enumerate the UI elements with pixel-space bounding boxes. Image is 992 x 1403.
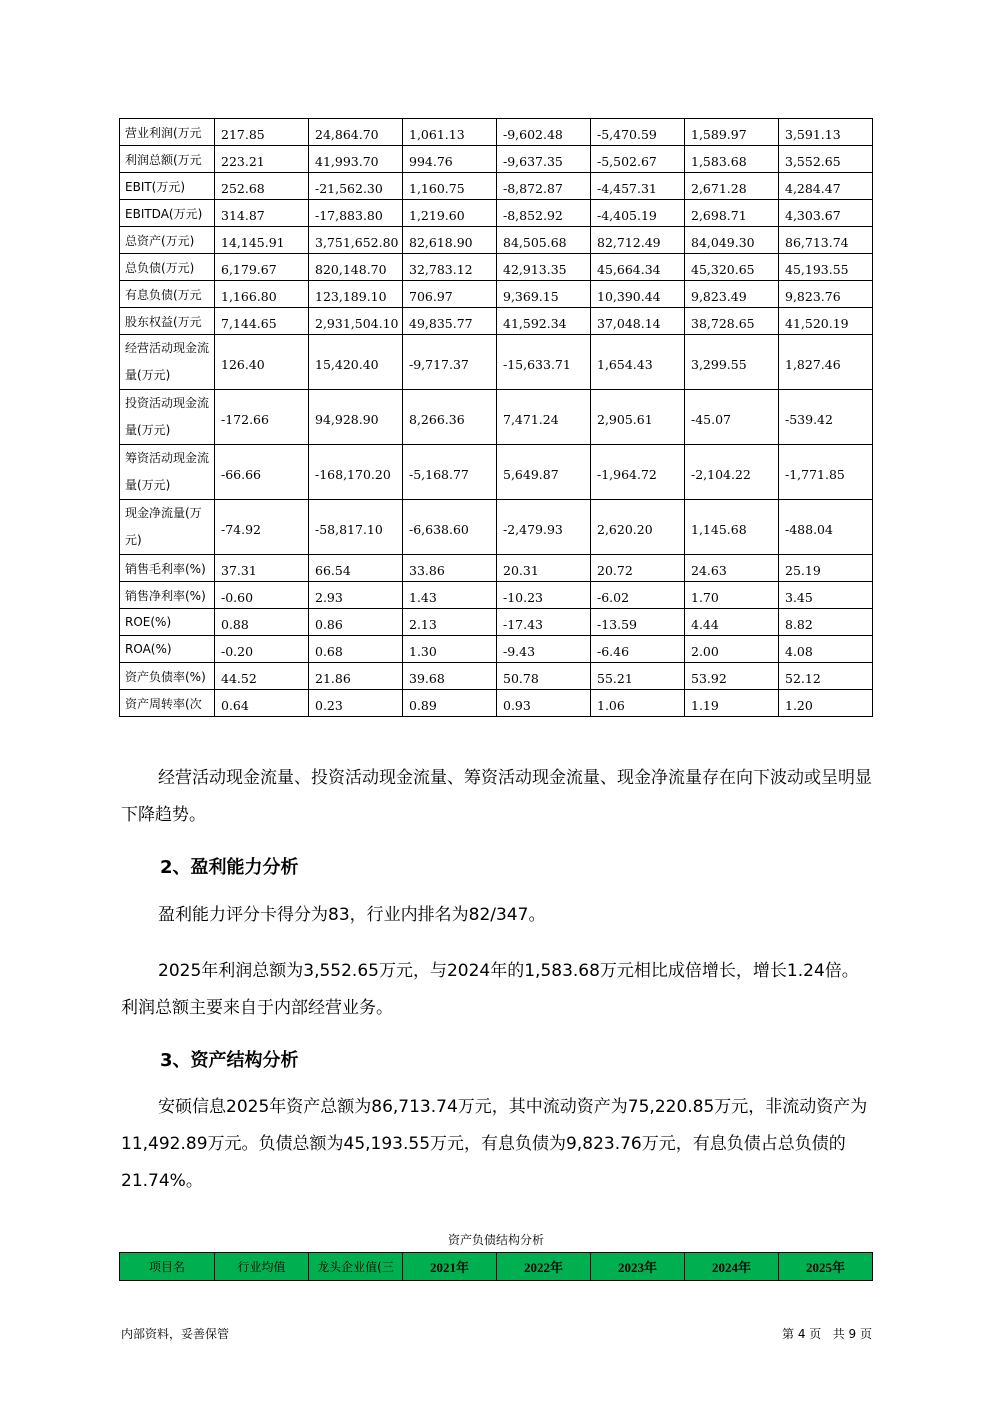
table-cell: 20.31 <box>497 555 591 582</box>
profitability-score-paragraph: 盈利能力评分卡得分为83，行业内排名为82/347。 <box>158 905 546 925</box>
table-cell: 32,783.12 <box>403 254 497 281</box>
table-cell: -6.46 <box>591 636 685 663</box>
row-label: 利润总额(万元 <box>120 146 215 173</box>
header-cell: 2023年 <box>591 1253 685 1281</box>
header-cell: 2024年 <box>685 1253 779 1281</box>
table-cell: -66.66 <box>215 445 309 500</box>
table-row <box>120 308 873 335</box>
table-cell: -172.66 <box>215 390 309 445</box>
table-cell: 2.13 <box>403 609 497 636</box>
table-cell: 33.86 <box>403 555 497 582</box>
structure-table-caption: 资产负债结构分析 <box>447 1233 544 1247</box>
table-row <box>120 582 873 609</box>
table-cell: -6,638.60 <box>403 500 497 555</box>
table-cell: 45,664.34 <box>591 254 685 281</box>
table-cell: 1,160.75 <box>403 173 497 200</box>
table-cell: 1,589.97 <box>685 119 779 146</box>
table-cell: 0.64 <box>215 690 309 717</box>
table-cell: -1,771.85 <box>779 445 873 500</box>
structure-table-header-row <box>120 1253 873 1281</box>
table-cell: 314.87 <box>215 200 309 227</box>
table-cell: 2,698.71 <box>685 200 779 227</box>
table-cell: 39.68 <box>403 663 497 690</box>
table-cell: 24.63 <box>685 555 779 582</box>
table-cell: 6,179.67 <box>215 254 309 281</box>
table-cell: -17,883.80 <box>309 200 403 227</box>
table-row <box>120 609 873 636</box>
header-cell: 行业均值 <box>215 1253 309 1281</box>
table-cell: 1,583.68 <box>685 146 779 173</box>
table-cell: 38,728.65 <box>685 308 779 335</box>
table-cell: -5,502.67 <box>591 146 685 173</box>
row-label: 总资产(万元) <box>120 227 215 254</box>
table-cell: -0.60 <box>215 582 309 609</box>
table-cell: -2,104.22 <box>685 445 779 500</box>
table-row <box>120 227 873 254</box>
page-number: 第 4 页 共 9 页 <box>782 1327 872 1341</box>
row-label: 销售毛利率(%) <box>120 555 215 582</box>
table-cell: -1,964.72 <box>591 445 685 500</box>
row-label: 现金净流量(万元) <box>120 500 215 555</box>
table-cell: -58,817.10 <box>309 500 403 555</box>
table-row <box>120 254 873 281</box>
table-row <box>120 500 873 555</box>
financial-indicators-table <box>119 118 873 717</box>
row-label: 总负债(万元) <box>120 254 215 281</box>
table-cell: -17.43 <box>497 609 591 636</box>
asset-structure-paragraph: 安硕信息2025年资产总额为86,713.74万元，其中流动资产为75,220.85万元，非流动资产为11,492.89万元。负债总额为45,193.55万元，有息负债为9,823.76万元，有息负债占总负债的21.74%。 <box>121 1097 868 1191</box>
table-cell: -21,562.30 <box>309 173 403 200</box>
table-cell: -2,479.93 <box>497 500 591 555</box>
table-cell: 1,061.13 <box>403 119 497 146</box>
table-cell: 1.06 <box>591 690 685 717</box>
table-cell: 94,928.90 <box>309 390 403 445</box>
row-label: 投资活动现金流量(万元) <box>120 390 215 445</box>
row-label: 有息负债(万元 <box>120 281 215 308</box>
table-cell: 42,913.35 <box>497 254 591 281</box>
table-cell: 1.43 <box>403 582 497 609</box>
table-cell: 2,905.61 <box>591 390 685 445</box>
table-cell: 9,823.76 <box>779 281 873 308</box>
row-label: 筹资活动现金流量(万元) <box>120 445 215 500</box>
table-cell: 0.89 <box>403 690 497 717</box>
table-cell: 1.19 <box>685 690 779 717</box>
table-row <box>120 445 873 500</box>
row-label: 销售净利率(%) <box>120 582 215 609</box>
table-row <box>120 335 873 390</box>
table-cell: 2,671.28 <box>685 173 779 200</box>
table-cell: 0.23 <box>309 690 403 717</box>
table-cell: 82,712.49 <box>591 227 685 254</box>
row-label: EBITDA(万元) <box>120 200 215 227</box>
table-cell: 820,148.70 <box>309 254 403 281</box>
table-cell: -4,457.31 <box>591 173 685 200</box>
table-cell: 84,505.68 <box>497 227 591 254</box>
row-label: 经营活动现金流量(万元) <box>120 335 215 390</box>
table-cell: 41,993.70 <box>309 146 403 173</box>
table-cell: 52.12 <box>779 663 873 690</box>
table-row <box>120 663 873 690</box>
table-cell: 126.40 <box>215 335 309 390</box>
table-cell: 15,420.40 <box>309 335 403 390</box>
table-row <box>120 173 873 200</box>
table-cell: -488.04 <box>779 500 873 555</box>
row-label: 股东权益(万元 <box>120 308 215 335</box>
table-cell: -9,717.37 <box>403 335 497 390</box>
row-label: 营业利润(万元 <box>120 119 215 146</box>
table-cell: 1,219.60 <box>403 200 497 227</box>
table-cell: -13.59 <box>591 609 685 636</box>
table-cell: 9,369.15 <box>497 281 591 308</box>
table-cell: 252.68 <box>215 173 309 200</box>
table-cell: 44.52 <box>215 663 309 690</box>
table-cell: -0.20 <box>215 636 309 663</box>
table-cell: 2,620.20 <box>591 500 685 555</box>
table-cell: 1,827.46 <box>779 335 873 390</box>
row-label: ROA(%) <box>120 636 215 663</box>
table-cell: 0.86 <box>309 609 403 636</box>
table-cell: 84,049.30 <box>685 227 779 254</box>
table-row <box>120 555 873 582</box>
table-cell: -5,470.59 <box>591 119 685 146</box>
table-cell: 37,048.14 <box>591 308 685 335</box>
table-cell: 4.08 <box>779 636 873 663</box>
table-cell: 0.93 <box>497 690 591 717</box>
header-cell: 龙头企业值(三 <box>309 1253 403 1281</box>
header-cell: 项目名 <box>120 1253 215 1281</box>
table-cell: -15,633.71 <box>497 335 591 390</box>
section-2-heading: 2、盈利能力分析 <box>160 857 299 878</box>
table-cell: -8,872.87 <box>497 173 591 200</box>
table-cell: 2.93 <box>309 582 403 609</box>
table-cell: -168,170.20 <box>309 445 403 500</box>
table-cell: 8.82 <box>779 609 873 636</box>
table-cell: 0.68 <box>309 636 403 663</box>
table-cell: 9,823.49 <box>685 281 779 308</box>
table-cell: -9,637.35 <box>497 146 591 173</box>
table-row <box>120 281 873 308</box>
table-cell: 8,266.36 <box>403 390 497 445</box>
table-cell: 50.78 <box>497 663 591 690</box>
table-cell: 25.19 <box>779 555 873 582</box>
table-cell: 24,864.70 <box>309 119 403 146</box>
table-cell: 7,144.65 <box>215 308 309 335</box>
row-label: EBIT(万元) <box>120 173 215 200</box>
table-row <box>120 146 873 173</box>
table-cell: -539.42 <box>779 390 873 445</box>
table-cell: -6.02 <box>591 582 685 609</box>
table-cell: 14,145.91 <box>215 227 309 254</box>
cashflow-paragraph: 经营活动现金流量、投资活动现金流量、筹资活动现金流量、现金净流量存在向下波动或呈明显下降趋势。 <box>121 768 872 825</box>
table-cell: 37.31 <box>215 555 309 582</box>
table-cell: 3,552.65 <box>779 146 873 173</box>
footer-left: 内部资料，妥善保管 <box>121 1327 230 1341</box>
table-cell: -45.07 <box>685 390 779 445</box>
table-cell: 223.21 <box>215 146 309 173</box>
table-cell: 55.21 <box>591 663 685 690</box>
table-cell: 49,835.77 <box>403 308 497 335</box>
table-cell: 20.72 <box>591 555 685 582</box>
table-row <box>120 390 873 445</box>
table-row <box>120 690 873 717</box>
table-cell: 45,320.65 <box>685 254 779 281</box>
table-cell: 2.00 <box>685 636 779 663</box>
table-cell: 4.44 <box>685 609 779 636</box>
table-cell: 217.85 <box>215 119 309 146</box>
row-label: ROE(%) <box>120 609 215 636</box>
table-row <box>120 200 873 227</box>
table-cell: 3,591.13 <box>779 119 873 146</box>
table-cell: 1,166.80 <box>215 281 309 308</box>
table-cell: 3,751,652.80 <box>309 227 403 254</box>
table-cell: 994.76 <box>403 146 497 173</box>
table-cell: 66.54 <box>309 555 403 582</box>
asset-liability-structure-table <box>119 1252 873 1281</box>
table-cell: 7,471.24 <box>497 390 591 445</box>
table-cell: 41,520.19 <box>779 308 873 335</box>
table-cell: 5,649.87 <box>497 445 591 500</box>
table-cell: 1,654.43 <box>591 335 685 390</box>
table-cell: 1.20 <box>779 690 873 717</box>
section-3-heading: 3、资产结构分析 <box>160 1050 299 1071</box>
table-cell: 4,284.47 <box>779 173 873 200</box>
table-cell: 706.97 <box>403 281 497 308</box>
table-cell: 1.70 <box>685 582 779 609</box>
table-cell: -5,168.77 <box>403 445 497 500</box>
table-cell: 0.88 <box>215 609 309 636</box>
header-cell: 2021年 <box>403 1253 497 1281</box>
table-cell: 10,390.44 <box>591 281 685 308</box>
table-cell: 3.45 <box>779 582 873 609</box>
header-cell: 2025年 <box>779 1253 873 1281</box>
table-cell: -9,602.48 <box>497 119 591 146</box>
header-cell: 2022年 <box>497 1253 591 1281</box>
row-label: 资产负债率(%) <box>120 663 215 690</box>
table-cell: -9.43 <box>497 636 591 663</box>
table-cell: -4,405.19 <box>591 200 685 227</box>
table-cell: 4,303.67 <box>779 200 873 227</box>
table-cell: 123,189.10 <box>309 281 403 308</box>
table-cell: -8,852.92 <box>497 200 591 227</box>
table-row <box>120 119 873 146</box>
table-cell: 82,618.90 <box>403 227 497 254</box>
table-row <box>120 636 873 663</box>
table-cell: 53.92 <box>685 663 779 690</box>
table-cell: 2,931,504.10 <box>309 308 403 335</box>
table-cell: 45,193.55 <box>779 254 873 281</box>
table-cell: 21.86 <box>309 663 403 690</box>
table-cell: 86,713.74 <box>779 227 873 254</box>
table-cell: 1,145.68 <box>685 500 779 555</box>
profit-total-paragraph: 2025年利润总额为3,552.65万元，与2024年的1,583.68万元相比成倍增长，增长1.24倍。利润总额主要来自于内部经营业务。 <box>121 961 859 1018</box>
table-cell: 3,299.55 <box>685 335 779 390</box>
table-cell: 1.30 <box>403 636 497 663</box>
table-cell: -74.92 <box>215 500 309 555</box>
table-cell: 41,592.34 <box>497 308 591 335</box>
table-cell: -10.23 <box>497 582 591 609</box>
row-label: 资产周转率(次 <box>120 690 215 717</box>
